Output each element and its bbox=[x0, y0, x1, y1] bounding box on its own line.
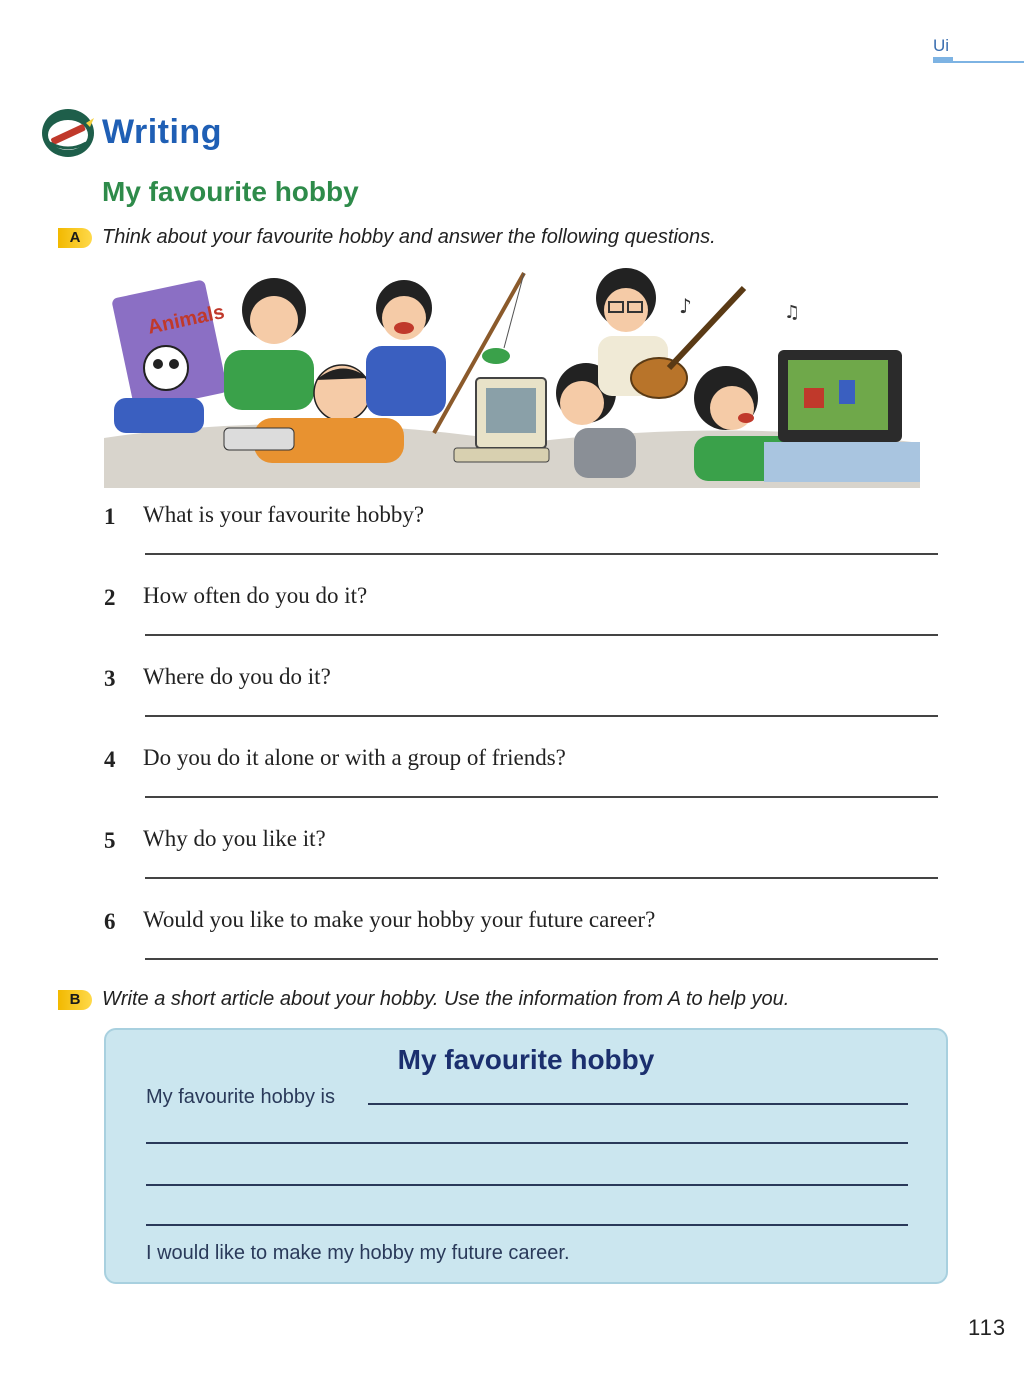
answer-line[interactable] bbox=[145, 634, 938, 636]
article-write-line[interactable] bbox=[146, 1142, 908, 1144]
answer-line[interactable] bbox=[145, 715, 938, 717]
unit-tab-block bbox=[933, 57, 953, 63]
article-start-text: My favourite hobby is bbox=[146, 1086, 335, 1108]
question-text: Where do you do it? bbox=[143, 664, 331, 689]
question-list bbox=[100, 498, 940, 984]
pencil-book-icon bbox=[40, 105, 98, 159]
question-item bbox=[100, 660, 940, 741]
television-figure bbox=[764, 350, 920, 482]
answer-line[interactable] bbox=[145, 796, 938, 798]
unit-tab bbox=[933, 36, 1024, 66]
question-number: 2 bbox=[104, 585, 116, 610]
guitar-boy-figure bbox=[596, 268, 800, 398]
instruction-a bbox=[58, 226, 716, 249]
question-number: 1 bbox=[104, 504, 116, 529]
question-number: 5 bbox=[104, 828, 116, 853]
question-number: 3 bbox=[104, 666, 116, 691]
question-number: 6 bbox=[104, 909, 116, 934]
article-write-line[interactable] bbox=[146, 1224, 908, 1226]
page-number: 113 bbox=[968, 1315, 1007, 1340]
question-text: How often do you do it? bbox=[143, 583, 368, 608]
article-end-text: I would like to make my hobby my future career. bbox=[146, 1242, 570, 1264]
unit-tab-label: Ui bbox=[933, 36, 950, 55]
reading-girl-figure bbox=[111, 278, 314, 433]
answer-line[interactable] bbox=[145, 553, 938, 555]
article-write-line[interactable] bbox=[368, 1103, 908, 1105]
hobbies-illustration bbox=[104, 268, 920, 488]
answer-line[interactable] bbox=[145, 877, 938, 879]
question-item bbox=[100, 903, 940, 984]
question-text: Do you do it alone or with a group of friends? bbox=[143, 745, 566, 770]
question-item bbox=[100, 579, 940, 660]
computer-figure bbox=[454, 378, 549, 462]
page-subtitle: My favourite hobby bbox=[102, 176, 359, 207]
question-item bbox=[100, 498, 940, 579]
badge-a: A bbox=[58, 228, 92, 248]
badge-b: B bbox=[58, 990, 92, 1010]
svg-text:♫: ♫ bbox=[784, 302, 801, 323]
answer-line[interactable] bbox=[145, 958, 938, 960]
section-title: Writing bbox=[102, 112, 222, 151]
instruction-a-text: Think about your favourite hobby and answer the following questions. bbox=[102, 226, 716, 248]
question-item bbox=[100, 741, 940, 822]
instruction-b bbox=[58, 988, 789, 1011]
instruction-b-text: Write a short article about your hobby. Use the information from A to help you. bbox=[102, 988, 790, 1010]
section-header bbox=[40, 105, 222, 159]
book-cover-title: Animals bbox=[145, 301, 227, 339]
svg-text:♪: ♪ bbox=[679, 294, 692, 318]
article-box bbox=[104, 1028, 948, 1284]
article-write-line[interactable] bbox=[146, 1184, 908, 1186]
question-number: 4 bbox=[104, 747, 116, 772]
question-text: Why do you like it? bbox=[143, 826, 326, 851]
article-title: My favourite hobby bbox=[397, 1044, 655, 1075]
question-text: Would you like to make your hobby your future career? bbox=[143, 907, 656, 932]
question-item bbox=[100, 822, 940, 903]
question-text: What is your favourite hobby? bbox=[143, 502, 425, 527]
